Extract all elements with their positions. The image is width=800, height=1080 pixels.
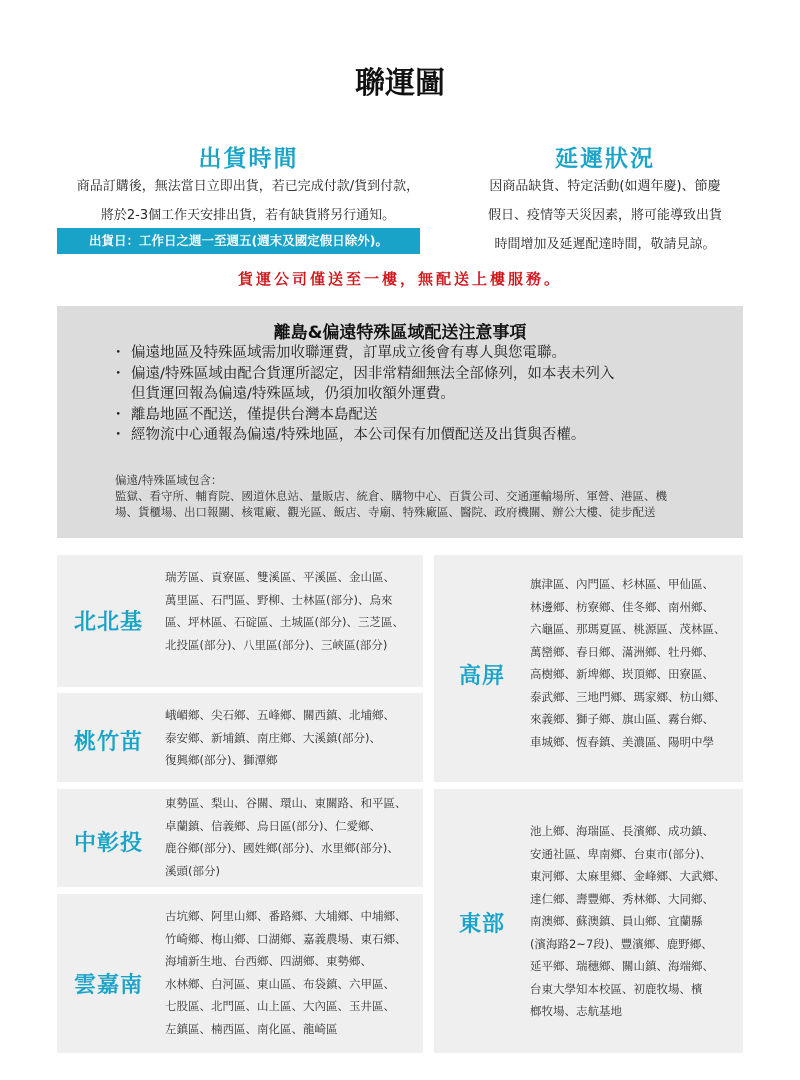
region-area-line: 北投區(部分)、八里區(部分)、三峽區(部分) — [165, 637, 388, 652]
shipping-line: 商品訂購後，無法當日立即出貨，若已完成付款/貨到付款， — [76, 179, 420, 194]
delay-text — [460, 172, 750, 259]
region-area-line: 古坑鄉、阿里山鄉、番路鄉、大埔鄉、中埔鄉、 — [165, 909, 407, 923]
region-area-line: 榔牧場、志航基地 — [530, 1004, 622, 1018]
delay-line: 假日、疫情等天災因素，將可能導致出貨 — [487, 208, 722, 223]
region-area-line: 延平鄉、瑞穗鄉、關山鎮、海端鄉、 — [530, 959, 714, 973]
shipping-text — [40, 172, 456, 230]
region-area-line: 安通社區、卑南鄉、台東市(部分)、 — [530, 846, 712, 861]
region-label: 高屏 — [459, 664, 506, 689]
notice-item: ・ 經物流中心通報為偏遠/特殊地區，本公司保有加價配送及出貨與否權。 — [115, 425, 614, 446]
region-area-line: 卓蘭鎮、信義鄉、烏日區(部分)、仁愛鄉、 — [165, 818, 381, 833]
region-card-central — [57, 789, 423, 887]
region-area-line: 林邊鄉、枋寮鄉、佳冬鄉、南州鄉、 — [530, 599, 714, 614]
remote-area-notice — [57, 306, 743, 538]
region-area-line: 海埔新生地、台西鄉、四湖鄉、東勢鄉、 — [165, 954, 372, 968]
delay-heading: 延遲狀況 — [555, 146, 655, 172]
region-area-line: 東河鄉、太麻里鄉、金峰鄉、大武鄉、 — [530, 869, 726, 883]
page-title: 聯運圖 — [355, 66, 445, 101]
included-areas — [115, 472, 667, 520]
region-area-line: 萬巒鄉、春日鄉、滿洲鄉、牡丹鄉、 — [530, 644, 714, 659]
shipping-heading: 出貨時間 — [198, 146, 299, 172]
region-card-east — [434, 789, 743, 1053]
included-line: 場、貨櫃場、出口報關、核電廠、觀光區、飯店、寺廟、特殊廠區、醫院、政府機關、辦公大樓、徒步配送 — [115, 505, 656, 519]
region-area-line: 高樹鄉、新埤鄉、崁頂鄉、田寮區、 — [530, 667, 714, 681]
region-area-line: 溪頭(部分) — [165, 863, 220, 878]
notice-item: ・ 偏遠/特殊區域由配合貨運所認定，因非常精細無法全部條列，如本表未列入 — [115, 364, 614, 385]
region-area-line: (濱海路2~7段)、豐濱鄉、鹿野鄉、 — [530, 936, 713, 951]
notice-title: 離島&偏遠特殊區域配送注意事項 — [273, 323, 527, 343]
region-area-line: 東勢區、梨山、谷關、環山、東關路、和平區、 — [165, 796, 407, 810]
region-area-line: 南澳鄉、蘇澳鎮、員山鄉、宜蘭縣 — [530, 914, 703, 928]
notice-item: ・ 離島地區不配送，僅提供台灣本島配送 — [115, 405, 614, 426]
region-label: 中彰投 — [74, 831, 144, 856]
region-area-line: 區、坪林區、石碇區、土城區(部分)、三芝區、 — [165, 615, 404, 629]
region-label: 東部 — [459, 912, 506, 937]
region-label: 雲嘉南 — [74, 973, 144, 998]
region-area-line: 左鎮區、楠西區、南化區、龍崎區 — [165, 1021, 338, 1036]
shipping-line: 將於2-3個工作天安排出貨，若有缺貨將另行通知。 — [100, 208, 396, 223]
region-areas — [530, 573, 726, 753]
region-area-line: 池上鄉、海瑞區、長濱鄉、成功鎮、 — [530, 824, 714, 838]
region-area-line: 達仁鄉、壽豐鄉、秀林鄉、大同鄉、 — [530, 891, 714, 906]
region-area-line: 萬里區、石門區、野柳、士林區(部分)、烏來 — [165, 592, 393, 607]
region-card-kp — [434, 555, 743, 782]
delay-line: 因商品缺貨、特定活動(如週年慶)、節慶 — [489, 179, 721, 194]
region-areas — [165, 905, 407, 1040]
region-area-line: 瑞芳區、貢寮區、雙溪區、平溪區、金山區、 — [165, 570, 395, 584]
region-card-tzm — [57, 693, 423, 782]
region-card-ycn — [57, 894, 423, 1053]
region-area-line: 六龜區、那瑪夏區、桃源區、茂林區、 — [530, 622, 726, 636]
region-areas — [530, 820, 726, 1023]
region-area-line: 旗津區、內門區、杉林區、甲仙區、 — [530, 577, 714, 591]
region-area-line: 復興鄉(部分)、獅潭鄉 — [165, 753, 278, 767]
included-line: 監獄、看守所、輔育院、國道休息站、量販店、統倉、購物中心、百貨公司、交通運輸場所、軍營、港區、機 — [115, 489, 667, 503]
included-label: 偏遠/特殊區域包含： — [115, 473, 223, 487]
delay-line: 時間增加及延遲配達時間，敬請見諒。 — [494, 237, 716, 252]
region-areas — [165, 792, 407, 882]
region-area-line: 水林鄉、白河區、東山區、布袋鎮、六甲區、 — [165, 976, 395, 991]
notice-item: ・ 偏遠地區及特殊區域需加收聯運費，訂單成立後會有專人與您電聯。 — [115, 343, 614, 364]
notice-list — [115, 343, 614, 446]
region-label: 桃竹苗 — [74, 730, 144, 755]
region-area-line: 台東大學知本校區、初鹿牧場、檳 — [530, 981, 703, 996]
region-area-line: 七股區、北門區、山上區、大內區、玉井區、 — [165, 999, 395, 1013]
region-card-north — [57, 555, 423, 687]
region-area-line: 來義鄉、獅子鄉、旗山區、霧台鄉、 — [530, 712, 714, 726]
region-areas — [165, 704, 395, 772]
region-label: 北北基 — [74, 610, 144, 635]
notice-item-continued: 但貨運回報為偏遠/特殊區域，仍須加收額外運費。 — [131, 386, 455, 402]
delivery-notice: 貨運公司僅送至一樓，無配送上樓服務。 — [237, 270, 562, 288]
region-area-line: 車城鄉、恆春鎮、美濃區、陽明中學 — [530, 734, 714, 749]
shipping-day-banner: 出貨日：工作日之週一至週五(週末及國定假日除外)。 — [57, 228, 420, 254]
region-area-line: 泰安鄉、新埔鎮、南庄鄉、大溪鎮(部分)、 — [165, 730, 381, 745]
region-area-line: 竹崎鄉、梅山鄉、口湖鄉、嘉義農場、東石鄉、 — [165, 931, 407, 946]
region-area-line: 鹿谷鄉(部分)、國姓鄉(部分)、水里鄉(部分)、 — [165, 841, 399, 855]
region-areas — [165, 566, 404, 656]
region-area-line: 峨嵋鄉、尖石鄉、五峰鄉、關西鎮、北埔鄉、 — [165, 708, 395, 722]
region-area-line: 泰武鄉、三地門鄉、瑪家鄉、枋山鄉、 — [530, 689, 726, 704]
